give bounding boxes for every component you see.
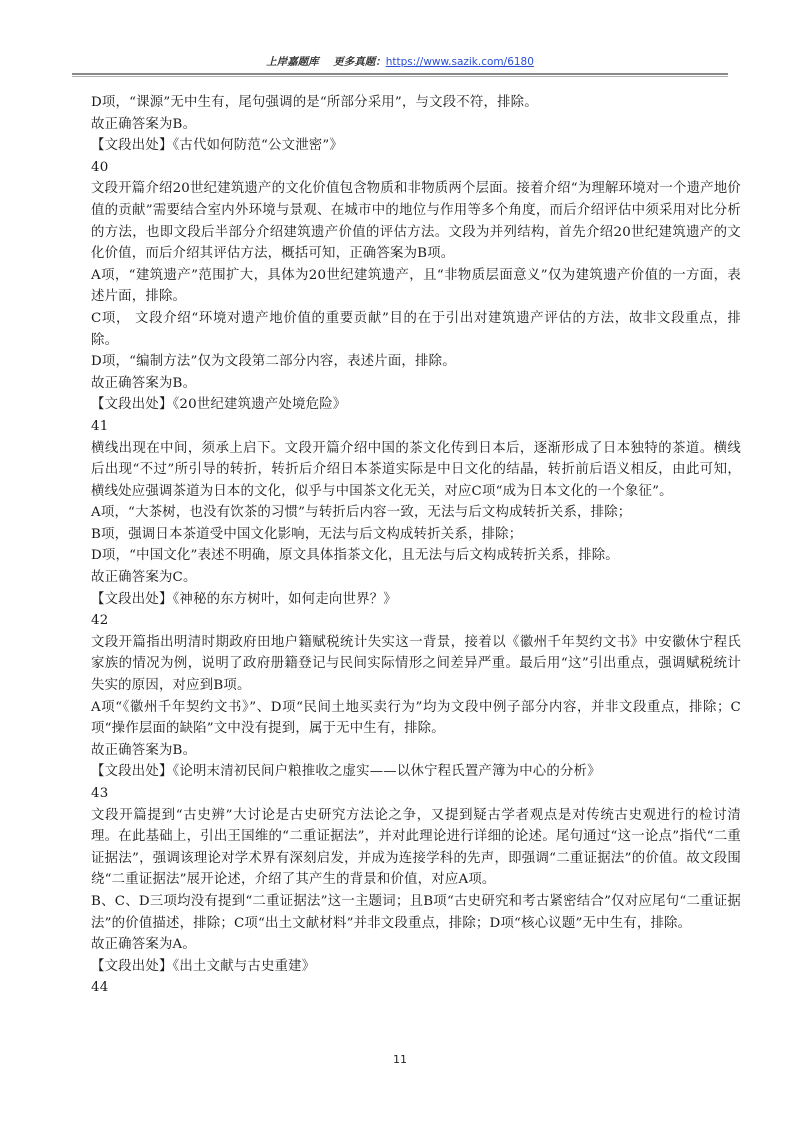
option-analysis: A项，“建筑遗产”范围扩大，具体为20世纪建筑遗产，且“非物质层面意义”仅为建筑遗产价值的一方面，表述片面，排除。: [91, 267, 741, 305]
option-analysis: B、C、D三项均没有提到“二重证据法”这一主题词；且B项“古史研究和考古紧密结合”仅对应尾句“二重证据法”的价值描述，排除；C项“出土文献材料”并非文段重点，排除；D项“核心议题”无中生有，排除。: [91, 893, 741, 931]
option-analysis: A项，“大茶树，也没有饮茶的习惯”与转折后内容一致，无法与后文构成转折关系，排除；: [91, 505, 632, 521]
page-number: 11: [393, 1053, 407, 1066]
answer-line: 故正确答案为C。: [91, 570, 197, 586]
analysis-paragraph: 文段开篇提到“古史辨”大讨论是古史研究方法论之争，又提到疑古学者观点是对传统古史观进行的检讨清理。在此基础上，引出王国维的“二重证据法”，并对此理论进行详细的论述。尾句通过“这一论点”指代“二重证据法”，强调该理论对学术界有深刻启发，并成为连接学科的先声，即强调“二重证据法”的价值。故文段围绕“二重证据法”展开论述，介绍了其产生的背景和价值，对应A项。: [91, 807, 741, 888]
source-line: 【文段出处】《论明末清初民间户粮推收之虚实——以休宁程氏置产簿为中心的分析》: [91, 764, 601, 780]
option-analysis: D项，“编制方法”仅为文段第二部分内容，表述片面，排除。: [91, 354, 456, 370]
question-number: 41: [91, 418, 109, 434]
option-analysis: B项，强调日本茶道受中国文化影响，无法与后文构成转折关系，排除；: [91, 526, 523, 542]
header-brand: 上岸嘉题库: [266, 56, 319, 68]
header-divider-thin: [72, 76, 728, 77]
answer-line: 故正确答案为B。: [91, 116, 197, 132]
source-line: 【文段出处】《古代如何防范“公文泄密”》: [91, 138, 344, 154]
analysis-paragraph: 文段开篇介绍20世纪建筑遗产的文化价值包含物质和非物质两个层面。接着介绍“为理解环境对一个遗产地价值的贡献”需要结合室内外环境与景观、在城市中的地位与作用等多个角度，而后介绍评估中须采用对比分析的方法，也即文段后半部分介绍建筑遗产价值的评估方法。文段为并列结构，首先介绍20世纪建筑遗产的文化价值，而后介绍其评估方法，概括可知，正确答案为B项。: [91, 181, 741, 262]
source-line: 【文段出处】《神秘的东方树叶，如何走向世界？》: [91, 591, 397, 607]
question-number: 43: [91, 786, 109, 801]
text-line: D项，“课源”无中生有，尾句强调的是“所部分采用”，与文段不符，排除。: [91, 95, 538, 110]
header-url-link[interactable]: https://www.sazik.com/6180: [385, 56, 534, 68]
answer-line: 故正确答案为B。: [91, 742, 197, 758]
analysis-paragraph: 文段开篇指出明清时期政府田地户籍赋税统计失实这一背景，接着以《徽州千年契约文书》中安徽休宁程氏家族的情况为例，说明了政府册籍登记与民间实际情形之间差异严重。最后用“这”引出重点，强调赋税统计失实的原因，对应到B项。: [91, 634, 741, 694]
question-number: 44: [91, 980, 109, 996]
option-analysis: A项“《徽州千年契约文书》”、D项“民间土地买卖行为”均为文段中例子部分内容，并非文段重点，排除；C项“操作层面的缺陷”文中没有提到，属于无中生有，排除。: [91, 699, 741, 737]
header-label: 更多真题：: [333, 56, 386, 68]
answer-line: 故正确答案为B。: [91, 375, 197, 391]
document-body: [91, 92, 741, 999]
answer-line: 故正确答案为A。: [91, 937, 197, 953]
question-number: 42: [91, 613, 109, 629]
source-line: 【文段出处】《出土文献与古史重建》: [91, 958, 316, 974]
header-divider: [72, 73, 728, 75]
analysis-paragraph: 横线出现在中间，须承上启下。文段开篇介绍中国的茶文化传到日本后，逐渐形成了日本独特的茶道。横线后出现“不过”所引导的转折，转折后介绍日本茶道实际是中日文化的结晶，转折前后语义相反，由此可知，横线处应强调茶道为日本的文化，似乎与中国茶文化无关，对应C项“成为日本文化的一个象征”。: [91, 440, 741, 499]
source-line: 【文段出处】《20世纪建筑遗产处境危险》: [91, 397, 347, 413]
option-analysis: C项， 文段介绍“环境对遗产地价值的重要贡献”目的在于引出对建筑遗产评估的方法，故非文段重点，排除。: [91, 310, 741, 348]
question-number: 40: [91, 159, 109, 175]
option-analysis: D项，“中国文化”表述不明确，原文具体指茶文化，且无法与后文构成转折关系，排除。: [91, 548, 619, 564]
